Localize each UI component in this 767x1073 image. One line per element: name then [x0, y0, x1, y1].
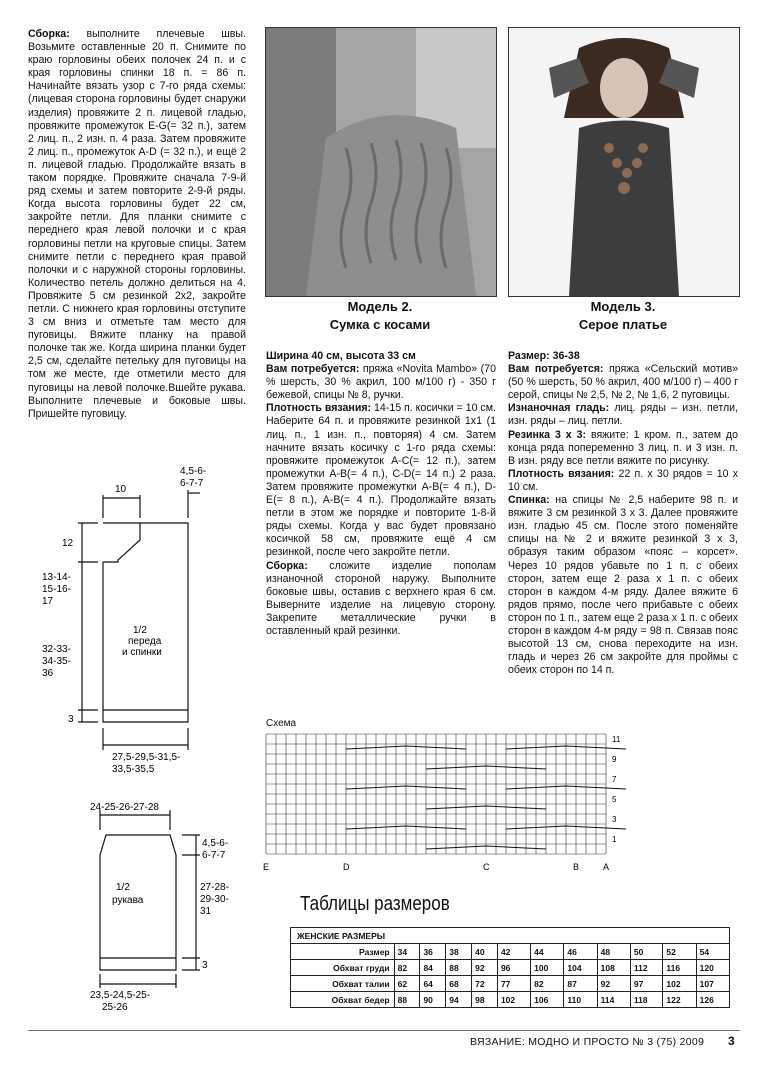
size-row-label: Размер — [291, 944, 395, 960]
size-cell: 94 — [446, 992, 472, 1008]
dim-cap-2: 6-7-7 — [202, 850, 226, 861]
size-cell: 34 — [394, 944, 420, 960]
model2-text — [266, 350, 496, 638]
size-cell: 50 — [630, 944, 663, 960]
schema-letter: C — [483, 862, 490, 872]
model3-purl-text: лиц. ряды – изн. петли, изн. ряды – лиц. петли. — [508, 402, 738, 428]
dim-cap-1: 4,5-6- — [202, 838, 229, 849]
dim-sleeve-side-2: 29-30- — [200, 894, 229, 905]
model3-need-text: пряжа «Сельский мотив» (50 % шерсть, 50 % акрил, 400 м/100 г) – 400 г серой, спицы № 2,5, № 2, № 1,6, 2 пуговицы. — [508, 363, 738, 402]
dim-sleeve-side-3: 31 — [200, 906, 212, 917]
sleeve-label-1: 1/2 — [116, 882, 130, 893]
dim-sleeve-rib: 3 — [202, 960, 208, 971]
dim-side-lower-1: 32-33- — [42, 644, 71, 655]
size-cell: 112 — [630, 960, 663, 976]
piece-label-1: 1/2 — [133, 625, 147, 636]
size-table-row — [291, 960, 730, 976]
model2-title-line1: Модель 2. — [347, 299, 413, 314]
dim-neck-line2: 6-7-7 — [180, 478, 204, 489]
size-cell: 118 — [630, 992, 663, 1008]
size-cell: 77 — [497, 976, 530, 992]
size-cell: 102 — [663, 976, 696, 992]
size-table-header: ЖЕНСКИЕ РАЗМЕРЫ — [291, 928, 730, 944]
knitting-schema — [262, 730, 632, 878]
size-cell: 64 — [420, 976, 446, 992]
model2-need-text: пряжа «Novita Mambo» (70 % шерсть, 30 % акрил, 100 м/100 г) - 350 г бежевой, спицы № 8, ручки. — [266, 363, 496, 402]
dress-illustration — [509, 28, 739, 296]
schema-row-number: 11 — [612, 735, 621, 744]
sleeve-label-2: рукава — [112, 895, 144, 906]
assembly-heading: Сборка: — [28, 28, 70, 40]
size-cell: 102 — [497, 992, 530, 1008]
dim-neck-line1: 4,5-6- — [180, 466, 207, 477]
size-row-label: Обхват бедер — [291, 992, 395, 1008]
piece-label-3: и спинки — [122, 647, 162, 658]
size-cell: 38 — [446, 944, 472, 960]
size-cell: 36 — [420, 944, 446, 960]
model3-rib-text: вяжите: 1 кром. п., затем до конца ряда попеременно 3 лиц. п. и 3 изн. п. В изн. ряду все петли вяжите по рисунку. — [508, 428, 738, 467]
size-cell: 90 — [420, 992, 446, 1008]
size-cell: 92 — [597, 976, 630, 992]
footer-text: ВЯЗАНИЕ: МОДНО И ПРОСТО № 3 (75) 2009 — [470, 1036, 705, 1048]
sleeve-pattern-diagram — [60, 798, 260, 1018]
size-cell: 120 — [696, 960, 729, 976]
size-cell: 62 — [394, 976, 420, 992]
size-cell: 110 — [564, 992, 597, 1008]
dim-side-lower-2: 34-35- — [42, 656, 71, 667]
dim-rib: 3 — [68, 714, 74, 725]
model2-title-line2: Сумка с косами — [329, 317, 431, 332]
size-cell: 84 — [420, 960, 446, 976]
size-table-title: Таблицы размеров — [300, 893, 450, 915]
size-cell: 72 — [472, 976, 498, 992]
model2-size: Ширина 40 см, высота 33 см — [266, 350, 416, 362]
piece-label-2: переда — [128, 636, 162, 647]
schema-letter: A — [603, 862, 610, 872]
size-cell: 114 — [597, 992, 630, 1008]
size-cell: 87 — [564, 976, 597, 992]
model3-back-title: Спинка: — [508, 494, 550, 507]
dim-sleeve-bottom-2: 25-26 — [102, 1002, 128, 1013]
model3-caption — [508, 298, 738, 334]
size-cell: 126 — [696, 992, 729, 1008]
model3-size: Размер: 36-38 — [508, 350, 580, 362]
size-cell: 122 — [663, 992, 696, 1008]
schema-row-number: 3 — [612, 815, 617, 824]
schema-title: Схема — [266, 718, 297, 729]
schema-letter: D — [343, 862, 350, 872]
size-cell: 104 — [564, 960, 597, 976]
dim-side-upper-2: 15-16- — [42, 584, 71, 595]
model2-density-title: Плотность вязания: — [266, 402, 372, 415]
size-cell: 52 — [663, 944, 696, 960]
size-table-row — [291, 992, 730, 1008]
model3-back-text: на спицы № 2,5 наберите 98 п. и вяжите 3 см резинкой 3 х 3. Далее провяжите изн. гладью 45 см. После этого поменяйте спицы на № 2 и вяжите резинкой 3 х 3, образуя таким образом «пояс – корсет». Через 10 рядов убавьте по 1 п. с обеих сторон, затем еще 2 раза х 1 п. с обеих сторон в каждом 4-м ряду. Далее вяжите 6 рядов прямо, после чего прибавьте с обеих сторон по 1 п., затем еще 2 раза х 1 п. с обеих сторон в каждом 4-м ряду = 98 п. Связав пояс высотой 13 см, снова переходите на изн. гладь и через 26 см закройте для проймы с обеих сторон по 14 п. — [508, 494, 738, 677]
size-cell: 48 — [597, 944, 630, 960]
bag-photo — [265, 27, 497, 297]
size-cell: 100 — [531, 960, 564, 976]
left-column-text — [28, 28, 246, 421]
size-cell: 46 — [564, 944, 597, 960]
page-number: 3 — [728, 1034, 735, 1048]
model2-assembly-text: сложите изделие пополам изнаночной стороной наружу. Выполните боковые швы, оставив с верхнего края 6 см. Выверните изделие на лицевую сторону. Закрепите металлические ручки в оставленный край резинки. — [266, 559, 496, 637]
size-cell: 108 — [597, 960, 630, 976]
size-cell: 98 — [472, 992, 498, 1008]
size-cell: 116 — [663, 960, 696, 976]
schema-row-number: 7 — [612, 775, 617, 784]
dim-side-upper-1: 13-14- — [42, 572, 71, 583]
dim-sleeve-bottom-1: 23,5-24,5-25- — [90, 990, 151, 1001]
dim-armhole: 12 — [62, 538, 74, 549]
size-cell: 92 — [472, 960, 498, 976]
size-cell: 82 — [394, 960, 420, 976]
model2-caption — [265, 298, 495, 334]
size-cell: 88 — [394, 992, 420, 1008]
model2-assembly-title: Сборка: — [266, 559, 308, 572]
dim-side-lower-3: 36 — [42, 668, 54, 679]
model2-density-text: 14-15 п. косички = 10 см. — [374, 402, 496, 415]
assembly-text: выполните плечевые швы. Возьмите оставленные 20 п. Снимите по краю горловины обеих полочек 24 п. и с края горловины спинки 18 п. = 86 п. Начинайте вязать узор с 7-го ряда схемы: (лицевая сторона горловины будет снаружи изделия) провяжите 2 п. лицевой гладью, провяжите промежуток E-G(= 32 п.), затем 2 лиц. п., 2 изн. п. 4 раза. Затем провяжите 2 лиц. п., промежуток A-D (= 32 п.), и ещё 2 п. лицевой гладью. Продолжайте вязать в таком порядке. Провяжите сначала 7-9-й ряд схемы и затем повторите 2-9-й ряды. Когда высота горловины будет 22 см, закройте петли. Для планки снимите с переднего края левой полочки и с края горловины петли на круговые спицы. Затем снимите петли с переднего края правой полочки и с наружной стороны горловины. Количество петель должно делиться на 4. Провяжите 5 см резинкой 2х2, закройте петли. С нижнего края горловины отступите 3 см вниз и отметьте там место для пуговицы. Вяжите планку на правой полочке так же. Когда ширина планки будет 2,5 см, сделайте петельку для пуговицы на том же месте, где отметили место для пуговицы на левой полочке.Вшейте рукава. Выполните плечевые и боковые швы. Пришейте пуговицу. — [28, 28, 246, 420]
model2-body-text: Наберите 64 п. и провяжите резинкой 1х1 (1 лиц. п., 1 изн. п., повторяя) 4 см. Затем начните вязать косичку с 1-го ряда схемы: провяжите промежуток A-C(= 12 п.), затем промежутки A-B(= 4 п.), C-D(= 14 п.) 2 раза. Затем провяжите промежутки A-B(= 4 п.), D-E(= 8 п.), A-B(= 4 п.). Продолжайте вязать петли в этом же порядке и повторите 1-8-й ряды схемы. Когда у вас будет провязано косичкой 58 см, провяжите ещё 4 см резинкой, после чего закройте петли. — [266, 415, 496, 559]
size-cell: 88 — [446, 960, 472, 976]
dim-sleeve-side-1: 27-28- — [200, 882, 229, 893]
size-cell: 97 — [630, 976, 663, 992]
schema-row-number: 1 — [612, 835, 617, 844]
size-cell: 40 — [472, 944, 498, 960]
model3-title-line1: Модель 3. — [590, 299, 656, 314]
model2-need-title: Вам потребуется: — [266, 363, 360, 376]
size-cell: 106 — [531, 992, 564, 1008]
model3-text — [508, 350, 738, 677]
size-table-row — [291, 944, 730, 960]
dress-photo — [508, 27, 740, 297]
schema-row-number: 9 — [612, 755, 617, 764]
model3-need-title: Вам потребуется: — [508, 363, 604, 376]
bag-illustration — [266, 28, 496, 296]
schema-letter: E — [263, 862, 270, 872]
size-row-label: Обхват талии — [291, 976, 395, 992]
model3-title-line2: Серое платье — [578, 317, 668, 332]
dim-bottom-1: 27,5-29,5-31,5- — [112, 752, 181, 763]
dim-top-width: 10 — [115, 484, 127, 495]
size-table — [290, 927, 730, 1008]
front-back-pattern-diagram — [0, 460, 250, 790]
model3-rib-title: Резинка 3 х 3: — [508, 428, 587, 441]
footer-rule — [28, 1030, 740, 1031]
model3-purl-title: Изнаночная гладь: — [508, 402, 610, 415]
size-cell: 107 — [696, 976, 729, 992]
size-table-row — [291, 976, 730, 992]
schema-row-number: 5 — [612, 795, 617, 804]
size-cell: 68 — [446, 976, 472, 992]
dim-sleeve-top: 24-25-26-27-28 — [90, 802, 159, 813]
size-cell: 54 — [696, 944, 729, 960]
size-row-label: Обхват груди — [291, 960, 395, 976]
dim-side-upper-3: 17 — [42, 596, 54, 607]
dim-bottom-2: 33,5-35,5 — [112, 764, 155, 775]
size-cell: 42 — [497, 944, 530, 960]
model3-density-text: 22 п. х 30 рядов = 10 х 10 см. — [508, 467, 739, 493]
schema-letter: B — [573, 862, 580, 872]
size-cell: 96 — [497, 960, 530, 976]
model3-density-title: Плотность вязания: — [508, 467, 615, 480]
size-cell: 44 — [531, 944, 564, 960]
size-cell: 82 — [531, 976, 564, 992]
